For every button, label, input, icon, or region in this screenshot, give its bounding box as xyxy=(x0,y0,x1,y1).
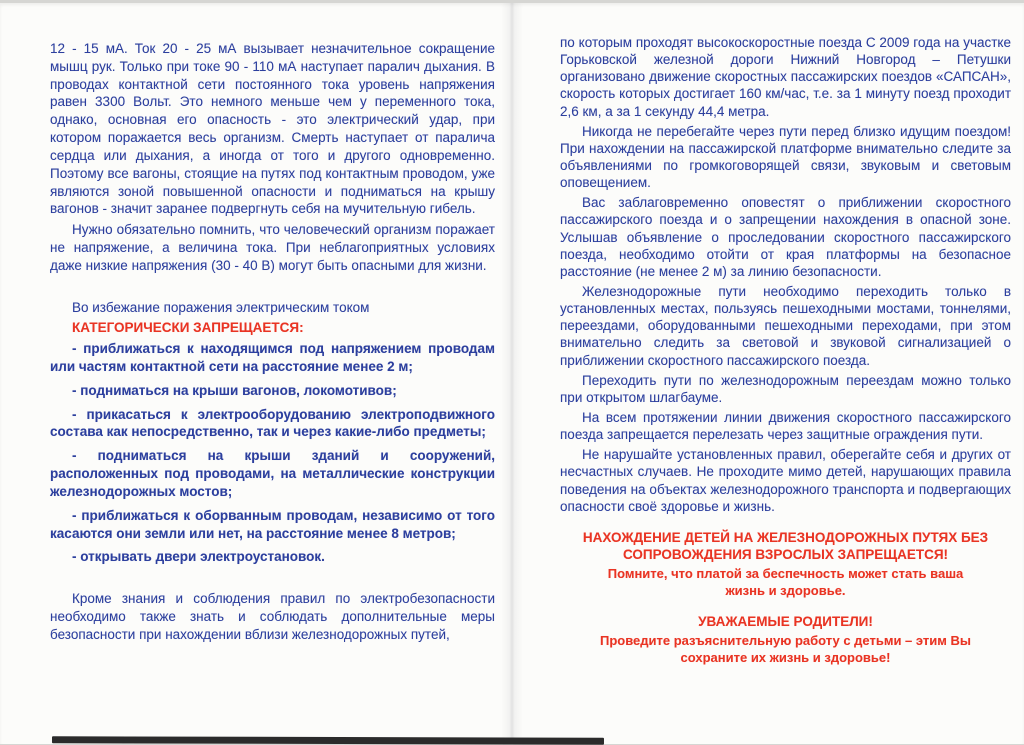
voltage-reminder-paragraph: Нужно обязательно помнить, что человеческий организм поражает не напряжение, а величина тока. При неблагоприятных условиях даже низкие напряжения (30 - 40 В) могут быть опасными для жизни. xyxy=(50,222,495,273)
left-page-text xyxy=(0,3,512,744)
prohibited-item-touch-equipment: - прикасаться к электрооборудованию электроподвижного состава как непосредственно, так и через какие-либо предметы; xyxy=(50,406,495,440)
announcement-paragraph: Вас заблаговременно оповестят о приближении скоростного пассажирского поезда и о запрещении нахождения в опасной зоне. Услышав объявление о проследовании скоростного пассажирского поезда, необходимо отойти от края платформы на безопасное расстояние (не менее 2 м) за линию безопасности. xyxy=(560,195,1011,279)
scanner-edge-artifact xyxy=(52,736,604,744)
fences-paragraph: На всем протяжении линии движения скоростного пассажирского поезда запрещается перелезать через защитные ограждения пути. xyxy=(560,409,1011,443)
prohibited-item-broken-wires: - приближаться к оборванным проводам, независимо от того касаются они земли или нет, на расстояние менее 8 метров; xyxy=(50,507,495,541)
sapsan-paragraph: по которым проходят высокоскоростные поезда С 2009 года на участке Горьковской железной дороги Нижний Новгород – Петушки организовано движение скоростных пассажирских поездов «САПСАН», скорость которых достигает 160 км/час, т.е. за 1 минуту поезд проходит 2,6 км, а за 1 секунду 44,4 метра. xyxy=(560,35,1011,119)
additional-measures-paragraph: Кроме знания и соблюдения правил по электробезопасности необходимо также знать и соблюдать дополнительные меры безопасности при нахождении вблизи железнодорожных путей, xyxy=(50,591,495,642)
center-fold-shadow xyxy=(501,3,523,744)
prohibition-lead-in: Во избежание поражения электрическим током xyxy=(72,299,370,315)
prohibited-item-climb-wagons: - подниматься на крыши вагонов, локомотивов; xyxy=(72,382,397,398)
barrier-paragraph: Переходить пути по железнодорожным переездам можно только при открытом шлагбауме. xyxy=(560,372,1011,405)
prohibited-item-climb-buildings: - подниматься на крыши зданий и сооружений, расположенных под проводами, на металлические конструкции железнодорожных мостов; xyxy=(50,448,495,499)
carelessness-warning: Помните, что платой за беспечность может стать ваша жизнь и здоровье. xyxy=(607,566,964,598)
parents-heading: УВАЖАЕМЫЕ РОДИТЕЛИ! xyxy=(698,614,873,630)
prohibited-item-open-doors: - открывать двери электроустановок. xyxy=(72,549,325,565)
parents-appeal: Проведите разъяснительную работу с детьми – этим Вы сохраните их жизнь и здоровье! xyxy=(600,633,971,665)
children-warning-heading: НАХОЖДЕНИЕ ДЕТЕЙ НА ЖЕЛЕЗНОДОРОЖНЫХ ПУТЯХ БЕЗ СОПРОВОЖДЕНИЯ ВЗРОСЛЫХ ЗАПРЕЩАЕТСЯ! xyxy=(582,529,989,562)
prohibited-item-approach-wires: - приближаться к находящимся под напряжением проводам или частям контактной сети на расстояние менее 2 м; xyxy=(50,341,495,374)
brochure-sheet xyxy=(0,3,1024,744)
crossing-rules-paragraph: Железнодорожные пути необходимо переходить только в установленных местах, пользуясь пешеходными мостами, тоннелями, переездами, оборудованными пешеходными переходами, при этом внимательно следить за световой и звуковой сигнализацией о приближении скоростного пассажирского поезда. xyxy=(560,283,1011,368)
never-run-paragraph: Никогда не перебегайте через пути перед близко идущим поездом! При нахождении на пассажирской платформе внимательно следите за объявлениями по громкоговорящей связи, звуковым и световым оповещением. xyxy=(560,123,1011,191)
prohibition-heading: КАТЕГОРИЧЕСКИ ЗАПРЕЩАЕТСЯ: xyxy=(72,320,304,336)
current-danger-paragraph: 12 - 15 мА. Ток 20 - 25 мА вызывает незначительное сокращение мышц рук. Только при токе 90 - 110 мА наступает паралич дыхания. В проводах контактной сети постоянного тока уровень напряжения равен 3300 Вольт. Это немного меньше чем у переменного тока, однако, основная его опасность - это электрический удар, при котором поражается весь организм. Смерть наступает от паралича сердца или дыхания, а иногда от того и другого одновременно. Поэтому все вагоны, стоящие на путях под контактным проводом, уже являются зоной повышенной опасности и подниматься на крышу вагонов - значит заранее подвергнуть себя на мучительную гибель. xyxy=(50,41,495,217)
do-not-violate-paragraph: Не нарушайте установленных правил, оберегайте себя и других от несчастных случаев. Не проходите мимо детей, нарушающих правила поведения на объектах железнодорожного транспорта и подвергающих опасности своё здоровье и жизнь. xyxy=(560,447,1011,514)
right-page-text xyxy=(512,3,1024,744)
